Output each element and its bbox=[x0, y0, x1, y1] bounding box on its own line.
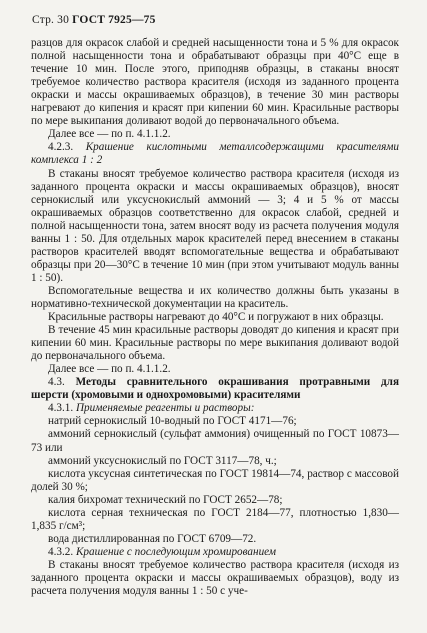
paragraph: Далее все — по п. 4.1.1.2. bbox=[48, 363, 171, 376]
list-item: кислота серная техническая по ГОСТ 2184—77, плотностью 1,830—1,835 г/см³; bbox=[31, 506, 399, 532]
section-number: 4.2.3. bbox=[48, 141, 74, 154]
list-item: аммоний уксуснокислый по ГОСТ 3117—78, ч.; bbox=[48, 454, 277, 467]
paragraph: разцов для окрасок слабой и средней насыщенности тона и 5 % для окрасок полной насыщенности тона и обрабатывают образцы при 40°С еще в течение 10 мин. После этого, приподняв образцы, в стаканы вносят требуемое количество раствора красителя (исходя из заданного процента окраски и массы окрашиваемых образцов), в течение 30 мин растворы нагревают до кипения и красят при кипении 60 мин. Красильные растворы по мере выкипания доливают водой до первоначального объема. bbox=[31, 37, 399, 128]
list-item: калия бихромат технический по ГОСТ 2652—78; bbox=[48, 493, 283, 506]
section-number: 4.3.2. bbox=[48, 545, 74, 558]
standard-code: ГОСТ 7925—75 bbox=[72, 14, 156, 26]
section-number: 4.3.1. bbox=[48, 402, 74, 415]
paragraph: Вспомогательные вещества и их количество должны быть указаны в нормативно-технической документации на краситель. bbox=[31, 284, 399, 310]
paragraph: Красильные растворы нагревают до 40°С и погружают в них образцы. bbox=[48, 311, 384, 324]
section-number: 4.3. bbox=[48, 376, 65, 389]
section-heading-4-3 bbox=[31, 376, 399, 402]
paragraph: В стаканы вносят требуемое количество раствора красителя (исходя из заданного процента окраски и массы окрашиваемых образцов), воду из расчета получения модуля ванны 1 : 50 с уче- bbox=[31, 558, 399, 598]
section-title: Крашение кислотными металлсодержащими красителями комплекса 1 : 2 bbox=[31, 141, 400, 167]
section-title: Крашение с последующим хромированием bbox=[75, 545, 276, 558]
paragraph: Далее все — по п. 4.1.1.2. bbox=[48, 128, 171, 141]
paragraph: В стаканы вносят требуемое количество раствора красителя (исходя из заданного процента окраски и массы окрашиваемых образцов), вносят сернокислый или уксуснокислый аммоний — 3; 4 и 5 % от массы окрашиваемых образцов соответственно для окрасок слабой, средней и полной насыщенности тона, затем вносят воду из расчета получения модуля ванны 1 : 50. Для отдельных марок красителей перед внесением в стаканы растворов красителей вводят вспомогательные вещества и обрабатывают образцы при 20—30°С в течение 10 мин (при этом учитывают модуль ванны 1 : 50). bbox=[31, 167, 399, 284]
list-item: кислота уксусная синтетическая по ГОСТ 19814—74, раствор с массовой долей 30 %; bbox=[31, 467, 399, 493]
list-item: натрий сернокислый 10-водный по ГОСТ 4171—76; bbox=[48, 415, 297, 428]
section-heading-4-2-3 bbox=[31, 141, 399, 167]
page-number: Стр. 30 bbox=[32, 14, 70, 26]
section-title: Методы сравнительного окрашивания протравными для шерсти (хромовыми и однохромовыми) красителями bbox=[31, 376, 400, 402]
list-item: аммоний сернокислый (сульфат аммония) очищенный по ГОСТ 10873—73 или bbox=[31, 428, 399, 454]
section-heading-4-3-1 bbox=[31, 402, 399, 415]
section-heading-4-3-2 bbox=[31, 546, 399, 559]
paragraph: В течение 45 мин красильные растворы доводят до кипения и красят при кипении 60 мин. Красильные растворы по мере выкипания доливают водой до первоначального объема. bbox=[31, 324, 399, 363]
page-header bbox=[32, 14, 399, 27]
section-title: Применяемые реагенты и растворы: bbox=[75, 402, 255, 415]
list-item: вода дистиллированная по ГОСТ 6709—72. bbox=[48, 532, 257, 545]
